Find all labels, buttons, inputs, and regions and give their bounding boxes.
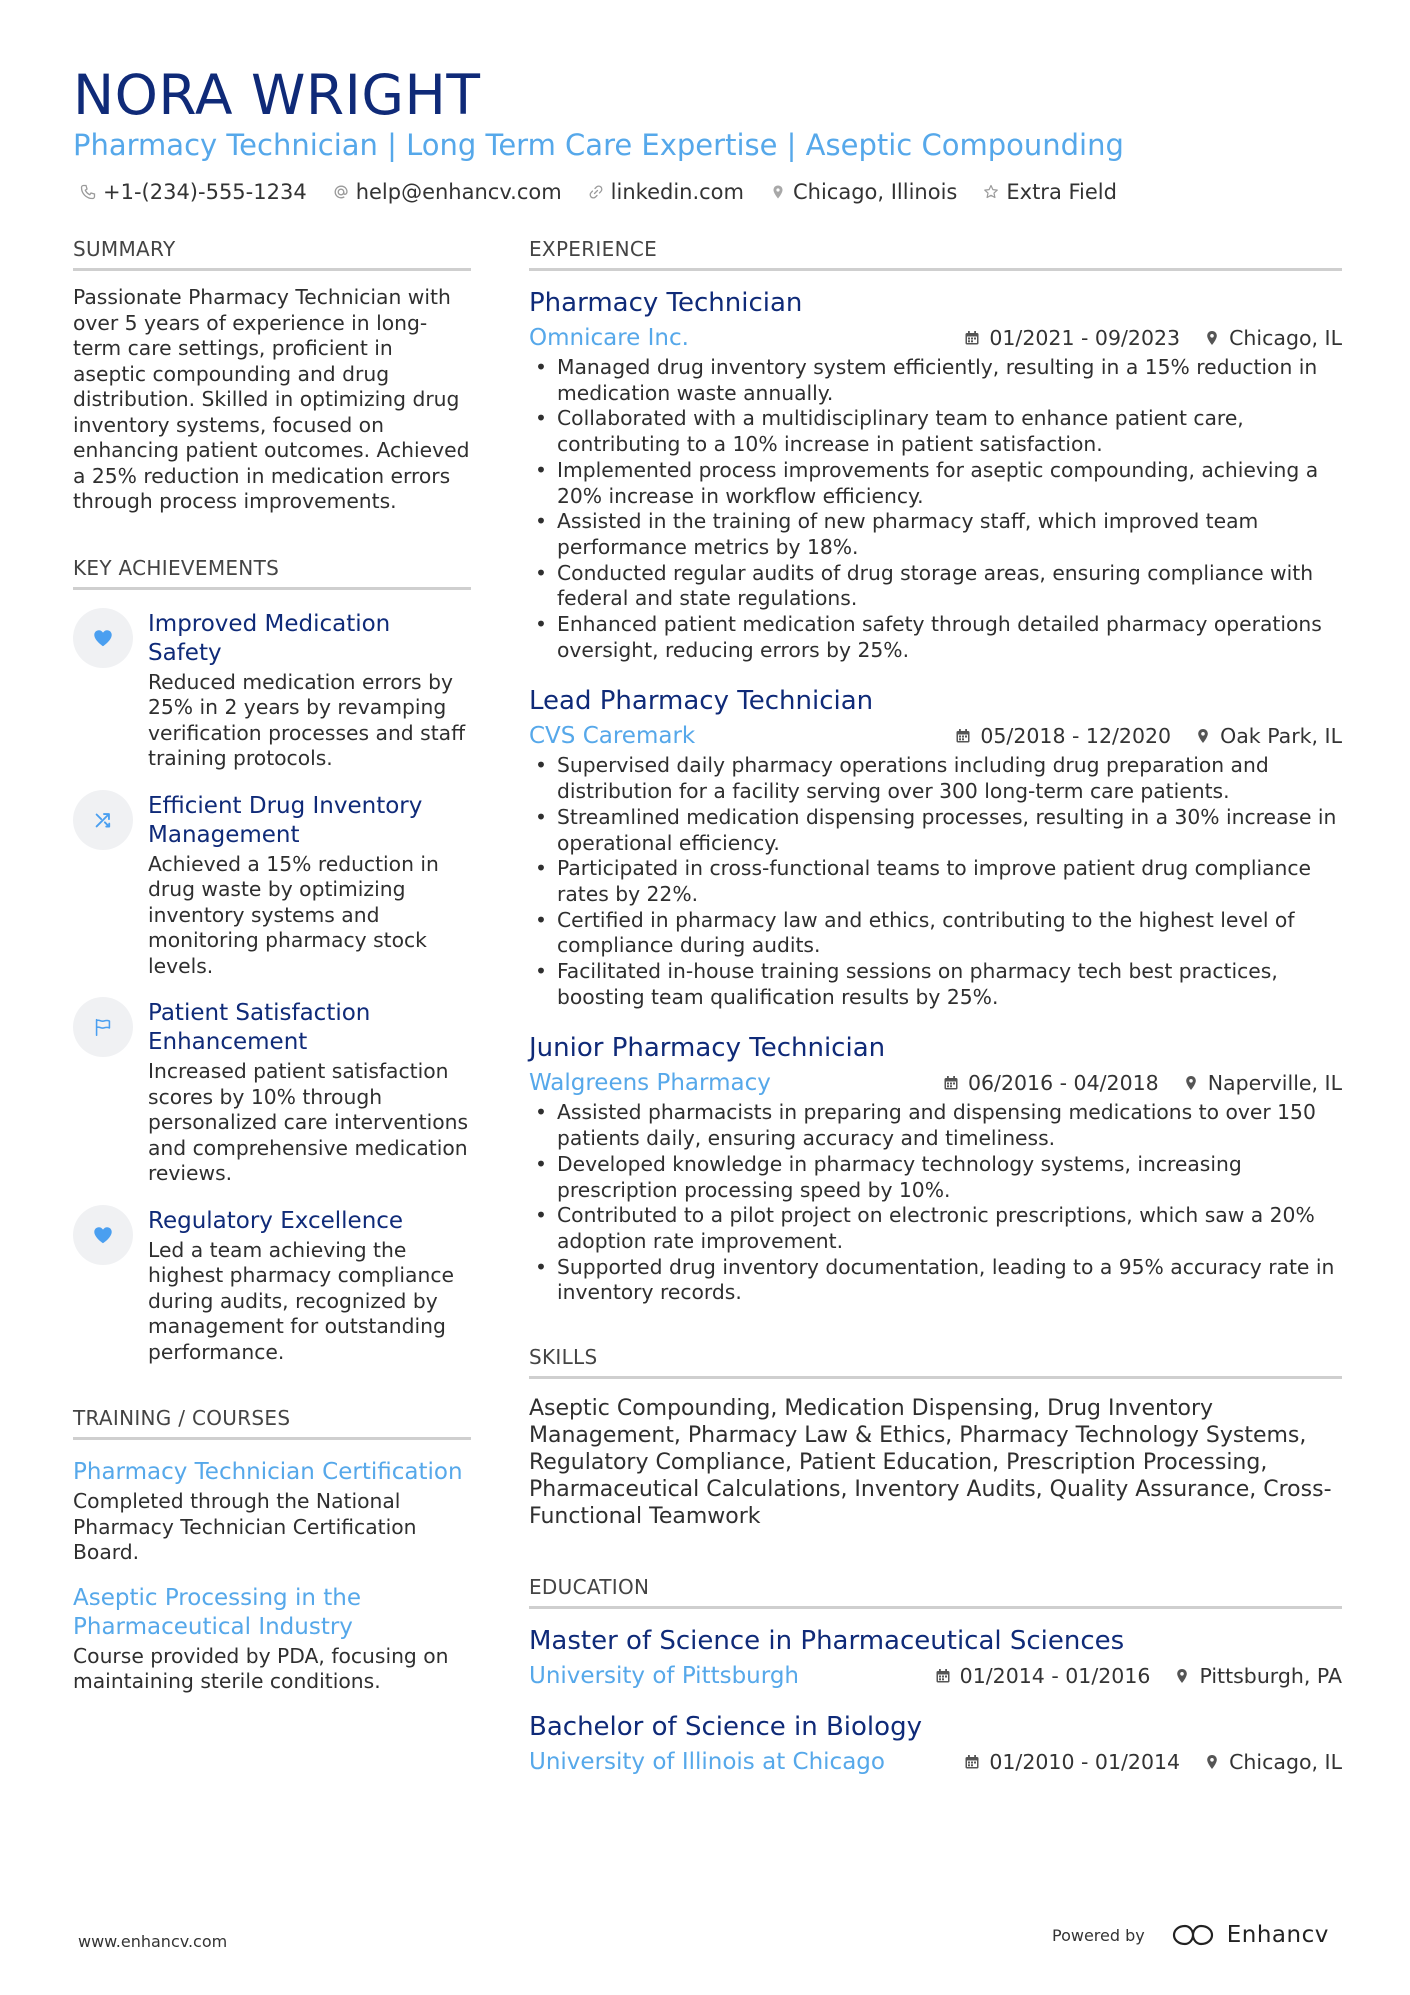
achievement-description: Achieved a 15% reduction in drug waste by optimizing inventory systems and monitoring pharmacy stock levels. bbox=[148, 851, 439, 978]
achievement-item bbox=[73, 1205, 471, 1366]
skills-text: Aseptic Compounding, Medication Dispensing, Drug Inventory Management, Pharmacy Law & Ethics, Pharmacy Technology Systems, Regulatory Compliance, Patient Education, Prescription Processing, Pharmaceutical Calculations, Inventory Audits, Quality Assurance, Cross-Functional Teamwork bbox=[529, 1396, 1332, 1530]
education-heading: EDUCATION bbox=[529, 1574, 1342, 1609]
enhancv-logo-icon bbox=[1171, 1922, 1215, 1948]
degree-title: Master of Science in Pharmaceutical Sciences bbox=[529, 1626, 1125, 1657]
education-entry bbox=[529, 1711, 1342, 1777]
brand-logo[interactable] bbox=[1171, 1922, 1329, 1948]
job-location-text: Chicago, IL bbox=[1229, 326, 1342, 350]
calendar-icon bbox=[943, 1075, 959, 1091]
footer-branding bbox=[1052, 1922, 1329, 1948]
skills-section bbox=[529, 1344, 1342, 1530]
job-dates bbox=[943, 1071, 1159, 1095]
phone-text: +1-(234)-555-1234 bbox=[103, 180, 307, 204]
job-bullet: • Supervised daily pharmacy operations including drug preparation and distribution for a facility serving over 300 long-term care patients. bbox=[529, 753, 1342, 804]
job-dates-text: 05/2018 - 12/2020 bbox=[980, 724, 1172, 749]
job-entry bbox=[529, 685, 1342, 1010]
job-bullet: • Conducted regular audits of drug storage areas, ensuring compliance with federal and state regulations. bbox=[529, 561, 1342, 612]
job-bullets bbox=[529, 753, 1342, 1010]
at-icon bbox=[333, 184, 349, 200]
star-icon bbox=[983, 184, 999, 200]
location-pin-icon bbox=[770, 184, 786, 200]
location-pin-icon bbox=[1183, 1075, 1199, 1091]
calendar-icon bbox=[955, 728, 971, 744]
location-pin-icon bbox=[1174, 1668, 1190, 1684]
job-location bbox=[1183, 1071, 1342, 1095]
summary-heading: SUMMARY bbox=[73, 236, 471, 271]
achievement-icon-badge bbox=[73, 790, 133, 850]
achievements-heading: KEY ACHIEVEMENTS bbox=[73, 555, 471, 590]
flag-icon bbox=[92, 1016, 114, 1038]
calendar-icon bbox=[935, 1668, 951, 1684]
achievements-section bbox=[73, 555, 471, 1366]
education-dates-text: 01/2010 - 01/2014 bbox=[989, 1750, 1181, 1775]
achievement-icon-badge bbox=[73, 997, 133, 1057]
job-bullet: • Enhanced patient medication safety through detailed pharmacy operations oversight, reducing errors by 25%. bbox=[529, 612, 1342, 663]
job-dates bbox=[955, 724, 1171, 748]
footer-website[interactable]: www.enhancv.com bbox=[78, 1932, 228, 1951]
achievement-description: Reduced medication errors by 25% in 2 years by revamping verification processes and staff training protocols. bbox=[148, 669, 466, 770]
school-name: University of Pittsburgh bbox=[529, 1663, 799, 1690]
summary-text: Passionate Pharmacy Technician with over 5 years of experience in long-term care settings, proficient in aseptic compounding and drug distribution. Skilled in optimizing drug inventory systems, focused on enhancing patient outcomes. Achieved a 25% reduction in medication errors through process improvements. bbox=[73, 285, 470, 513]
achievement-icon-badge bbox=[73, 608, 133, 668]
training-section bbox=[73, 1405, 471, 1695]
achievement-title: Improved Medication Safety bbox=[148, 610, 391, 666]
job-title: Lead Pharmacy Technician bbox=[529, 686, 874, 717]
company-name: Walgreens Pharmacy bbox=[529, 1070, 771, 1097]
job-location-text: Naperville, IL bbox=[1207, 1071, 1342, 1096]
course-title: Pharmacy Technician Certification bbox=[73, 1459, 463, 1485]
candidate-name: NORA WRIGHT bbox=[73, 63, 481, 127]
shuffle-icon bbox=[92, 809, 114, 831]
company-name: Omnicare Inc. bbox=[529, 325, 689, 351]
achievement-description: Increased patient satisfaction scores by 10% through personalized care interventions and comprehensive medication reviews. bbox=[148, 1059, 469, 1185]
heart-icon bbox=[92, 627, 114, 649]
education-dates bbox=[964, 1750, 1180, 1774]
job-location bbox=[1195, 724, 1342, 748]
achievement-item bbox=[73, 997, 471, 1187]
contact-bar bbox=[80, 178, 1143, 206]
training-heading: TRAINING / COURSES bbox=[73, 1405, 471, 1440]
summary-section bbox=[73, 236, 471, 515]
calendar-icon bbox=[964, 1754, 980, 1770]
heart-icon bbox=[92, 1224, 114, 1246]
job-dates-text: 01/2021 - 09/2023 bbox=[989, 326, 1181, 350]
experience-section bbox=[529, 236, 1342, 1306]
right-column bbox=[529, 236, 1342, 1777]
achievement-item bbox=[73, 608, 471, 772]
job-bullet: • Supported drug inventory documentation, leading to a 95% accuracy rate in inventory records. bbox=[529, 1255, 1342, 1306]
education-section bbox=[529, 1574, 1342, 1777]
brand-name: Enhancv bbox=[1226, 1922, 1329, 1948]
job-bullet: • Assisted pharmacists in preparing and dispensing medications to over 150 patients daily, ensuring accuracy and timeliness. bbox=[529, 1100, 1342, 1151]
powered-by-text: Powered by bbox=[1052, 1925, 1145, 1945]
achievement-item bbox=[73, 790, 471, 980]
extra-field-text: Extra Field bbox=[1006, 180, 1117, 204]
course-description: Completed through the National Pharmacy Technician Certification Board. bbox=[73, 1489, 417, 1564]
job-bullet: • Facilitated in-house training sessions on pharmacy tech best practices, boosting team qualification results by 25%. bbox=[529, 959, 1342, 1010]
job-bullet: • Managed drug inventory system efficiently, resulting in a 15% reduction in medication waste annually. bbox=[529, 355, 1342, 406]
calendar-icon bbox=[964, 330, 980, 346]
job-bullets bbox=[529, 1100, 1342, 1306]
degree-title: Bachelor of Science in Biology bbox=[529, 1712, 922, 1743]
job-entry bbox=[529, 1032, 1342, 1306]
linkedin-text: linkedin.com bbox=[610, 180, 744, 204]
job-location bbox=[1204, 326, 1342, 350]
job-location-text: Oak Park, IL bbox=[1220, 724, 1342, 749]
company-name: CVS Caremark bbox=[529, 723, 696, 750]
location-pin-icon bbox=[1204, 1754, 1220, 1770]
school-name: University of Illinois at Chicago bbox=[529, 1749, 885, 1776]
job-title: Pharmacy Technician bbox=[529, 288, 803, 318]
contact-linkedin[interactable] bbox=[588, 180, 744, 204]
job-dates bbox=[964, 326, 1180, 350]
contact-extra bbox=[983, 180, 1117, 204]
job-title: Junior Pharmacy Technician bbox=[529, 1033, 886, 1064]
course-description: Course provided by PDA, focusing on maintaining sterile conditions. bbox=[73, 1643, 449, 1693]
job-bullet: • Certified in pharmacy law and ethics, contributing to the highest level of compliance during audits. bbox=[529, 908, 1342, 959]
course-title: Aseptic Processing in the Pharmaceutical Industry bbox=[73, 1584, 361, 1640]
job-bullets bbox=[529, 355, 1342, 663]
job-bullet: • Participated in cross-functional teams to improve patient drug compliance rates by 22%. bbox=[529, 856, 1342, 907]
education-dates-text: 01/2014 - 01/2016 bbox=[959, 1664, 1151, 1689]
education-location-text: Chicago, IL bbox=[1229, 1750, 1342, 1775]
location-pin-icon bbox=[1195, 728, 1211, 744]
achievement-title: Efficient Drug Inventory Management bbox=[148, 792, 423, 848]
headline: Pharmacy Technician | Long Term Care Expertise | Aseptic Compounding bbox=[73, 128, 1124, 162]
job-bullet: • Contributed to a pilot project on electronic prescriptions, which saw a 20% adoption rate improvement. bbox=[529, 1203, 1342, 1254]
left-column bbox=[73, 236, 471, 1695]
education-entry bbox=[529, 1625, 1342, 1691]
achievement-icon-badge bbox=[73, 1205, 133, 1265]
job-bullet: • Developed knowledge in pharmacy technology systems, increasing prescription processing speed by 10%. bbox=[529, 1152, 1342, 1203]
education-location bbox=[1204, 1750, 1342, 1774]
achievement-description: Led a team achieving the highest pharmacy compliance during audits, recognized by management for outstanding performance. bbox=[148, 1237, 454, 1364]
education-dates bbox=[935, 1664, 1151, 1688]
job-bullet: • Implemented process improvements for aseptic compounding, achieving a 20% increase in workflow efficiency. bbox=[529, 458, 1342, 509]
experience-heading: EXPERIENCE bbox=[529, 236, 1342, 271]
link-icon bbox=[588, 184, 604, 200]
job-dates-text: 06/2016 - 04/2018 bbox=[967, 1071, 1159, 1096]
location-text: Chicago, Illinois bbox=[792, 180, 958, 204]
education-location-text: Pittsburgh, PA bbox=[1199, 1664, 1342, 1689]
achievement-title: Regulatory Excellence bbox=[148, 1207, 404, 1234]
contact-email[interactable] bbox=[333, 180, 562, 204]
achievement-title: Patient Satisfaction Enhancement bbox=[148, 1000, 371, 1055]
contact-location bbox=[770, 180, 957, 204]
job-bullet: • Collaborated with a multidisciplinary team to enhance patient care, contributing to a 10% increase in patient satisfaction. bbox=[529, 406, 1342, 457]
education-location bbox=[1174, 1664, 1342, 1688]
job-bullet: • Streamlined medication dispensing processes, resulting in a 30% increase in operational efficiency. bbox=[529, 805, 1342, 856]
email-text: help@enhancv.com bbox=[355, 180, 562, 204]
phone-icon bbox=[80, 184, 96, 200]
location-pin-icon bbox=[1204, 330, 1220, 346]
contact-phone[interactable] bbox=[80, 180, 307, 204]
skills-heading: SKILLS bbox=[529, 1344, 1342, 1379]
job-entry bbox=[529, 287, 1342, 663]
job-bullet: • Assisted in the training of new pharmacy staff, which improved team performance metrics by 18%. bbox=[529, 509, 1342, 560]
